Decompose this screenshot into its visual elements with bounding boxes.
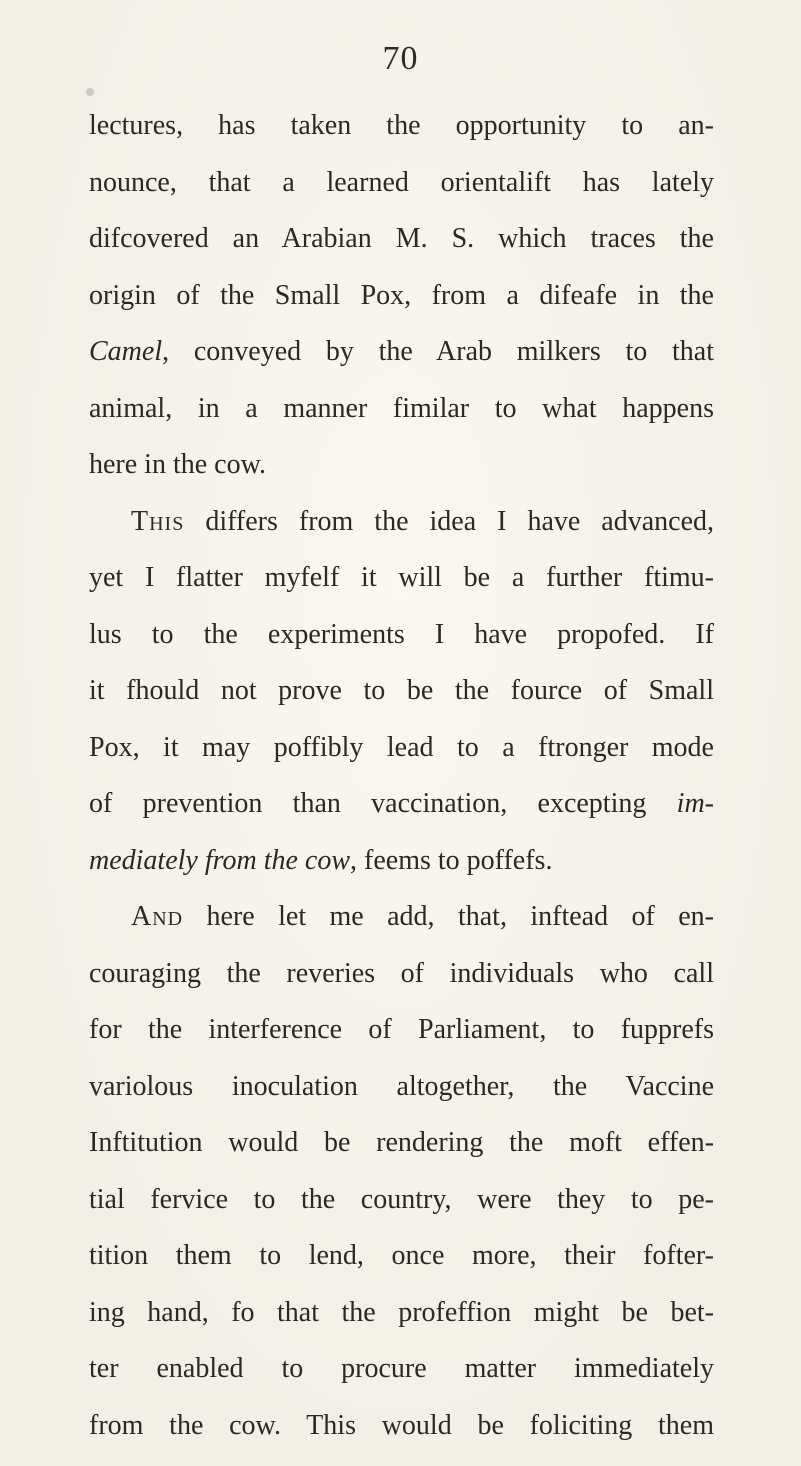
italic-im: im- — [676, 788, 714, 819]
ink-smudge — [86, 88, 94, 96]
italic-mediately: mediately from the cow — [89, 844, 351, 876]
body-text — [89, 98, 714, 1454]
text-line-12: Pox, it may poffibly lead to a ftronger mode — [89, 731, 714, 763]
page-number: 70 — [382, 40, 419, 77]
text-line-13 — [89, 776, 714, 833]
text-line-5 — [89, 324, 714, 381]
text-line-4: origin of the Small Pox, from a difeafe in the — [89, 279, 714, 311]
text-line-15 — [89, 889, 714, 946]
text-line-8 — [89, 494, 714, 551]
italic-camel: Camel — [89, 336, 163, 367]
text-line-22: ing hand, fo that the profeffion might be bet- — [89, 1296, 714, 1328]
text-line-5-rest: , conveyed by the Arab milkers to that — [162, 336, 714, 367]
text-line-13-before: of prevention than vaccination, excepting — [89, 788, 677, 819]
text-line-23: ter enabled to procure matter immediately — [89, 1353, 714, 1384]
smallcaps-this: This — [131, 505, 185, 537]
text-line-6: animal, in a manner fimilar to what happens — [89, 392, 714, 424]
text-line-2: nounce, that a learned orientalift has lately — [89, 166, 714, 198]
text-line-17: for the interference of Parliament, to fupprefs — [89, 1014, 714, 1045]
text-line-19: Inftitution would be rendering the moft effen- — [89, 1127, 714, 1158]
text-line-20: tial fervice to the country, were they to pe- — [89, 1183, 714, 1215]
text-line-10: lus to the experiments I have propofed. If — [89, 618, 714, 650]
text-line-7: here in the cow. — [89, 449, 266, 480]
text-line-24: from the cow. This would be foliciting them — [89, 1409, 714, 1441]
text-line-3: difcovered an Arabian M. S. which traces the — [89, 223, 714, 254]
smallcaps-and: And — [131, 901, 184, 932]
text-line-1: lectures, has taken the opportunity to an- — [89, 110, 714, 141]
text-line-21: tition them to lend, once more, their fofter- — [89, 1240, 714, 1271]
text-line-14 — [89, 833, 714, 890]
text-line-18: variolous inoculation altogether, the Vaccine — [89, 1070, 714, 1102]
text-line-9: yet I flatter myfelf it will be a further ftimu- — [89, 562, 714, 593]
text-line-14-rest: , feems to poffefs. — [350, 844, 553, 876]
text-line-8-rest: differs from the idea I have advanced, — [184, 505, 714, 537]
text-line-11: it fhould not prove to be the fource of Small — [89, 675, 714, 706]
text-line-16: couraging the reveries of individuals who call — [89, 957, 714, 989]
text-line-15-rest: here let me add, that, inftead of en- — [183, 901, 714, 932]
